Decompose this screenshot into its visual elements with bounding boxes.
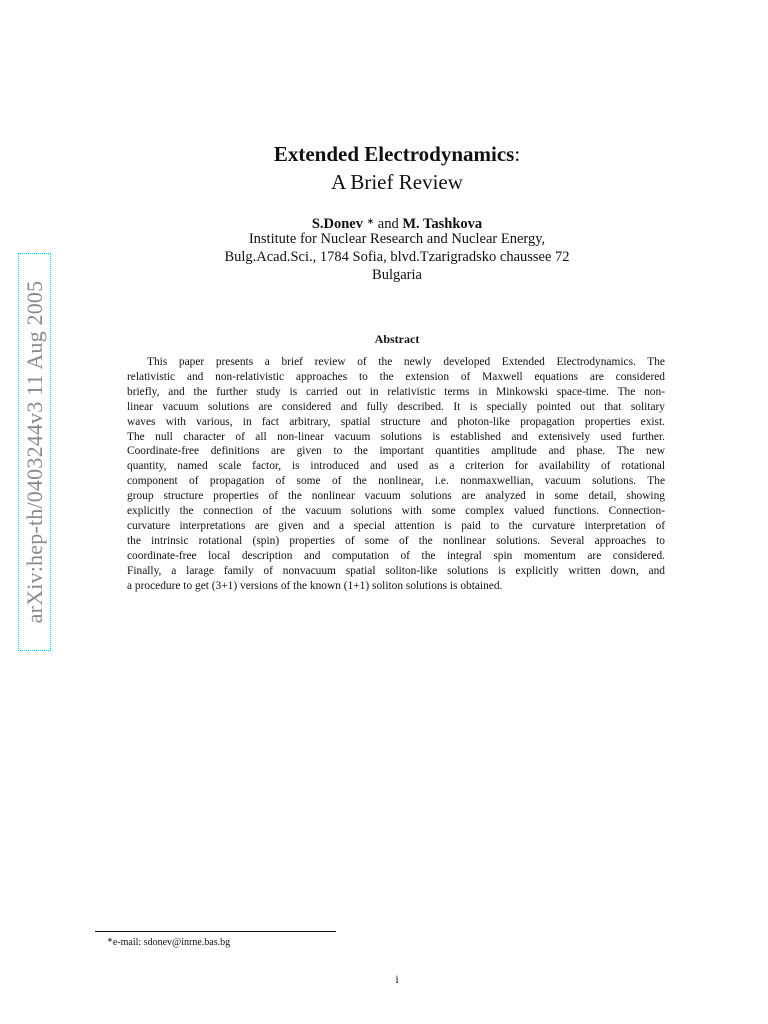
abstract-line: the intrinsic rotational (spin) properties of some of the nonlinear solutions. Several approaches to [127, 534, 665, 547]
abstract-line: explicitly the connection of the vacuum solutions with some complex valued functions. Connection- [127, 505, 665, 518]
abstract-line: relativistic and non-relativistic approaches to the extension of Maxwell equations are considered [127, 370, 665, 383]
abstract-line: The null character of all non-linear vacuum solutions is established and extensively used further. [127, 430, 665, 443]
title-main: Extended Electrodynamics [273, 142, 515, 166]
title-colon: : [514, 142, 521, 166]
footnote-email: e-mail: sdonev@inrne.bas.bg [112, 937, 231, 948]
abstract-line: Finally, a larage family of nonvacuum spatial soliton-like solutions is explicitly written down, and [127, 564, 665, 577]
abstract-line: component of propagation of some of the nonlinear, i.e. nonmaxwellian, vacuum solutions. The [127, 475, 665, 488]
abstract-line: This paper presents a brief review of the newly developed Extended Electrodynamics. The [147, 356, 665, 368]
affiliation-line-1: Institute for Nuclear Research and Nuclear Energy, [248, 231, 546, 247]
abstract-heading: Abstract [374, 332, 420, 346]
paper-subtitle: A Brief Review [331, 170, 463, 194]
author-2: M. Tashkova [402, 216, 483, 232]
abstract-line: a procedure to get (3+1) versions of the known (1+1) soliton solutions is obtained. [127, 579, 503, 592]
abstract-body [127, 355, 665, 594]
abstract-line: linear vacuum solutions are considered and fully described. It is specially pointed out that solitary [127, 400, 665, 413]
footnote-rule [95, 931, 336, 932]
abstract-line: quantity, named scale factor, is introduced and used as a criterion for availability of rotational [127, 460, 665, 473]
abstract-line: Coordinate-free definitions are given to the important quantities amplitude and phase. The new [127, 445, 665, 458]
arxiv-id: arXiv:hep-th/0403244v3 11 Aug 2005 [21, 280, 47, 624]
arxiv-stamp [18, 253, 51, 651]
footnote [107, 936, 230, 948]
footnote-mark: ∗ [107, 936, 113, 944]
author-and: and [377, 216, 399, 232]
paper-title [0, 142, 768, 166]
author-1: S.Donev [311, 216, 363, 232]
abstract-line: waves with various, in fact arbitrary, spatial structure and photon-like propagation properties exist. [127, 415, 665, 428]
author-footnote-mark: ∗ [366, 216, 375, 226]
abstract-line: coordinate-free local description and computation of the integral spin momentum are considered. [127, 549, 665, 562]
affiliation-line-2: Bulg.Acad.Sci., 1784 Sofia, blvd.Tzarigradsko chaussee 72 [224, 249, 570, 265]
page-number: i [395, 972, 399, 986]
abstract-line: group structure properties of the nonlinear vacuum solutions are analyzed in some detail, showing [127, 490, 665, 503]
affiliation-line-3: Bulgaria [372, 267, 422, 283]
abstract-line: briefly, and the further study is carried out in relativistic terms in Minkowski space-time. The non- [127, 385, 665, 398]
abstract-line: curvature interpretations are given and a special attention is paid to the curvature interpretation of [127, 519, 665, 532]
